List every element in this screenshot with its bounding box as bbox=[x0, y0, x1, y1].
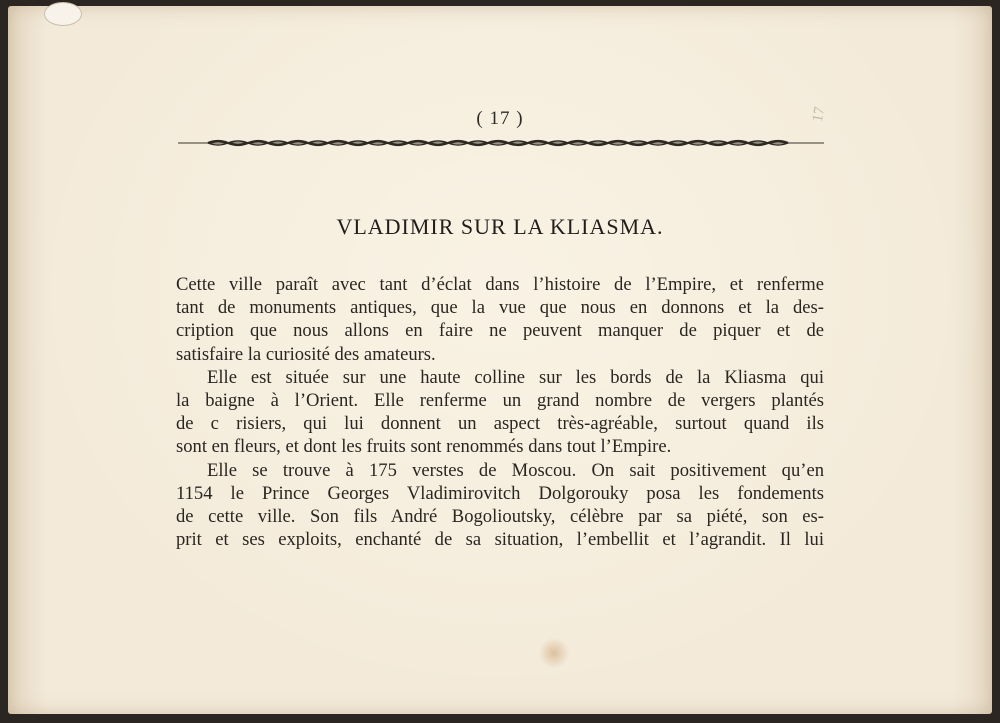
page-title: VLADIMIR SUR LA KLIASMA. bbox=[336, 214, 664, 239]
body-text bbox=[176, 273, 824, 551]
text-line: 1154 le Prince Georges Vladimirovitch Dolgorouky posa les fondements bbox=[176, 482, 824, 504]
page-number: ( 17 ) bbox=[476, 108, 524, 129]
text-line: de cette ville. Son fils André Bogolioutsky, célèbre par sa piété, son es- bbox=[176, 506, 824, 528]
margin-annotation: 17 bbox=[809, 105, 829, 124]
text-line: de c risiers, qui lui donnent un aspect très-agréable, surtout quand ils bbox=[176, 413, 824, 435]
text-line: Cette ville paraît avec tant d’éclat dans l’histoire de l’Empire, et renferme bbox=[176, 274, 824, 295]
text-line: sont en fleurs, et dont les fruits sont renommés dans tout l’Empire. bbox=[176, 436, 672, 458]
text-line: la baigne à l’Orient. Elle renferme un grand nombre de vergers plantés bbox=[176, 390, 824, 412]
text-line: Elle se trouve à 175 verstes de Moscou. On sait positivement qu’en bbox=[207, 459, 824, 481]
text-line: Elle est située sur une haute colline sur les bords de la Kliasma qui bbox=[207, 366, 824, 388]
text-line: cription que nous allons en faire ne peuvent manquer de piquer et de bbox=[176, 320, 824, 342]
text-line: tant de monuments antiques, que la vue que nous en donnons et la des- bbox=[176, 297, 824, 319]
text-line: prit et ses exploits, enchanté de sa situation, l’embellit et l’agrandit. Il lui bbox=[176, 529, 824, 551]
paper-stain bbox=[538, 638, 570, 668]
page-hole bbox=[44, 2, 82, 26]
decorative-rule bbox=[178, 136, 824, 150]
text-line: satisfaire la curiosité des amateurs. bbox=[176, 343, 436, 365]
